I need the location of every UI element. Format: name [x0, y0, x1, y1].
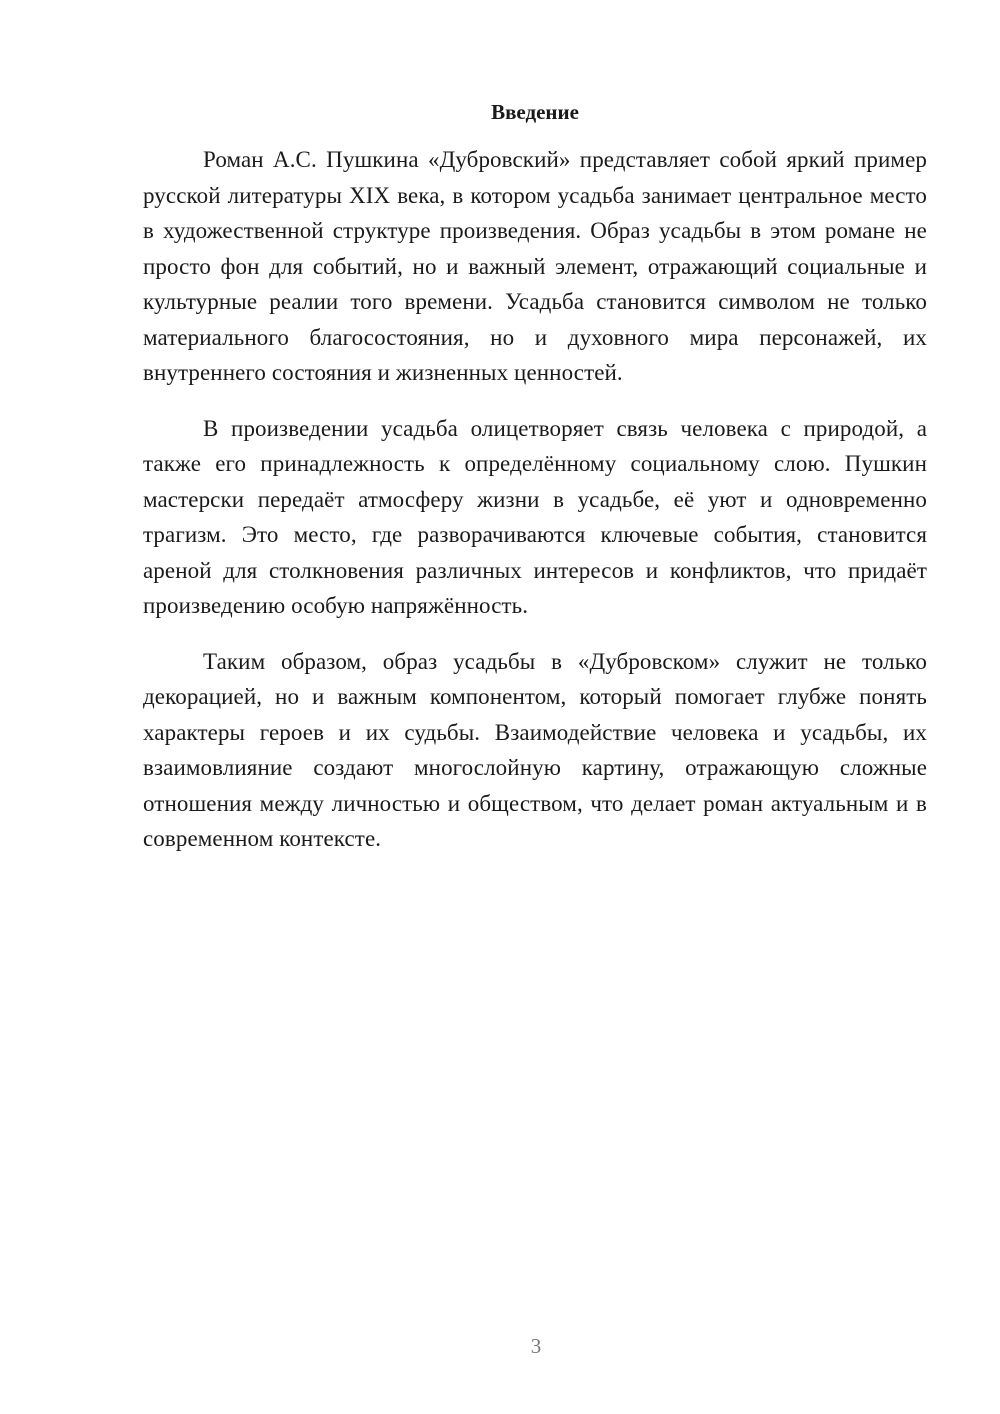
- paragraph-2: В произведении усадьба олицетворяет связь человека с природой, а также его принадлежность к определённому социальному слою. Пушкин мастерски передаёт атмосферу жизни в усадьбе, её уют и одновременно трагизм. Это место, где разворачиваются ключевые события, становится ареной для столкновения различных интересов и конфликтов, что придаёт произведению особую напряжённость.: [143, 415, 927, 618]
- page-number: 3: [530, 1334, 542, 1358]
- paragraph-1: Роман А.С. Пушкина «Дубровский» представляет собой яркий пример русской литературы XIX века, в котором усадьба занимает центральное место в художественной структуре произведения. Образ усадьбы в этом романе не просто фон для событий, но и важный элемент, отражающий социальные и культурные реалии того времени. Усадьба становится символом не только материального благосостояния, но и духовного мира персонажей, их внутреннего состояния и жизненных ценностей.: [143, 147, 927, 385]
- paragraph-3: Таким образом, образ усадьбы в «Дубровском» служит не только декорацией, но и важным компонентом, который помогает глубже понять характеры героев и их судьбы. Взаимодействие человека и усадьбы, их взаимовлияние создают многослойную картину, отражающую сложные отношения между личностью и обществом, что делает роман актуальным и в современном контексте.: [143, 648, 927, 851]
- document-body: [143, 142, 927, 877]
- page-title: Введение: [491, 100, 579, 124]
